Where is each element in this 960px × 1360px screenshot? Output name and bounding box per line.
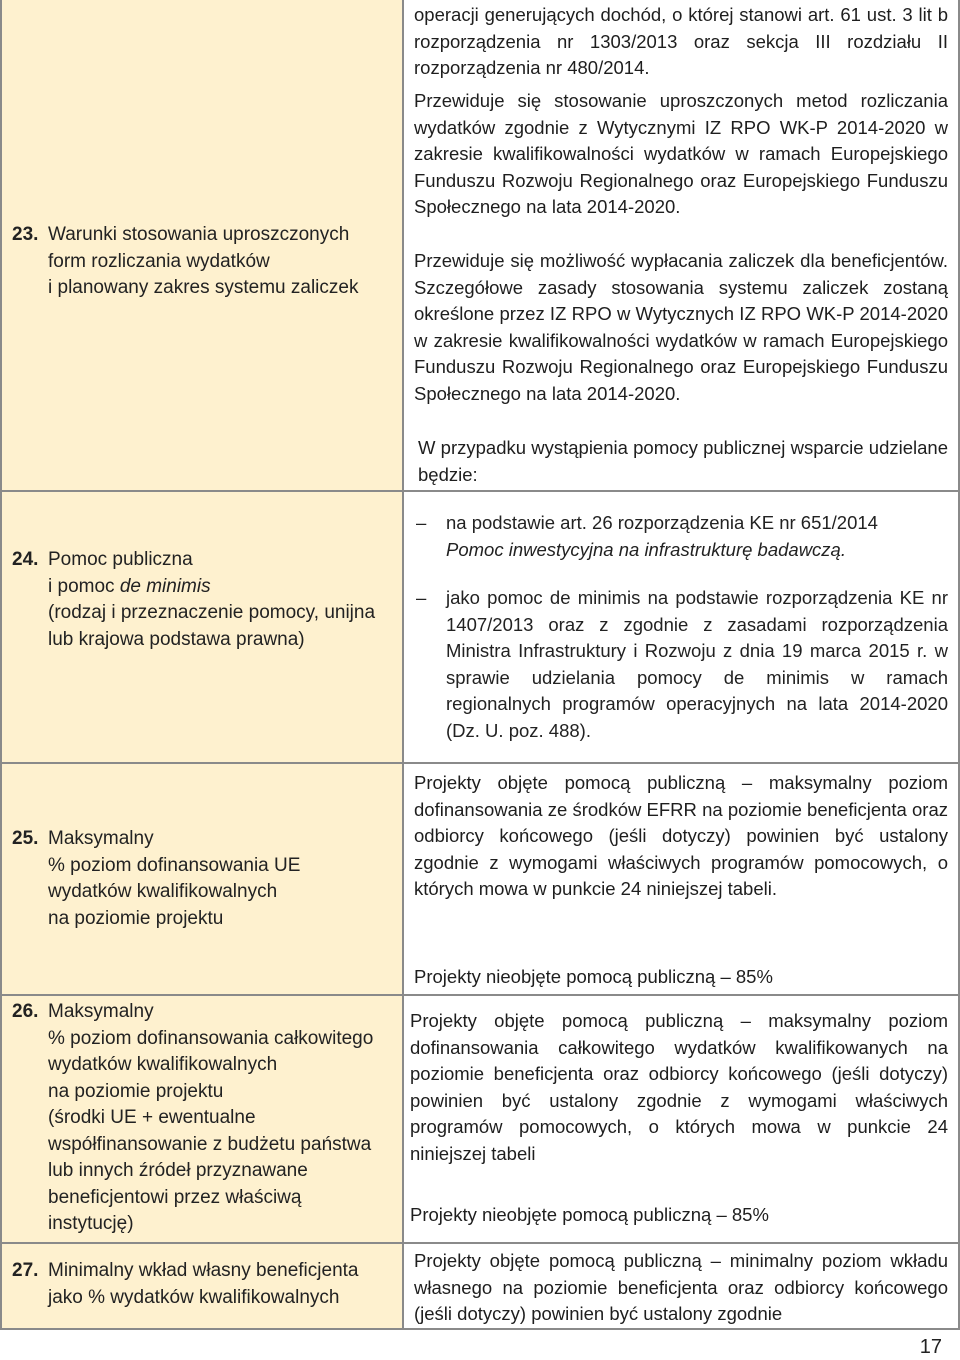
item-text-italic: Pomoc inwestycyjna na infrastrukturę badawczą.	[446, 538, 846, 560]
label-line	[48, 574, 394, 601]
row-number: 25.	[12, 828, 39, 849]
label-26	[12, 999, 394, 1238]
label-cell-27	[2, 1244, 404, 1328]
content-cell-24	[404, 492, 958, 762]
table-row-23	[2, 0, 958, 490]
label-25	[12, 826, 394, 932]
paragraph-continuation: operacji generujących dochód, o której stanowi art. 61 ust. 3 lit b rozporządzenia nr 1303/2013 oraz sekcja III rozdziału II rozporządzenia nr 480/2014.	[414, 4, 948, 78]
page-number: 17	[919, 1336, 942, 1358]
item-text: jako pomoc de minimis na podstawie rozporządzenia KE nr 1407/2013 oraz z zgodnie z zasadami rozporządzenia Ministra Infrastruktury i Rozwoju z dnia 19 marca 2015 r. w sprawie udzielania pomocy de minimis w ramach regionalnych programów operacyjnych na lata 2014-2020 (Dz. U. poz. 488).	[446, 587, 948, 741]
content-cell-27	[404, 1244, 958, 1328]
paragraph-own-contribution: Projekty objęte pomocą publiczną – minimalny poziom wkładu własnego na poziomie beneficjenta oraz odbiorcy końcowego (jeśli dotyczy) powinien być ustalony zgodnie	[414, 1250, 948, 1324]
label-cell-26	[2, 996, 404, 1242]
label-line: instytucję)	[48, 1213, 134, 1234]
label-line: form rozliczania wydatków	[48, 250, 270, 272]
row-number: 27.	[12, 1260, 39, 1281]
label-line: lub innych źródeł przyznawane	[48, 1160, 308, 1181]
paragraph-state-aid-intro: W przypadku wystąpienia pomocy publicznej wsparcie udzielane będzie:	[418, 437, 948, 485]
label-cell-23	[2, 0, 404, 490]
label-cell-24	[2, 492, 404, 762]
label-line: wydatków kwalifikowalnych	[48, 881, 278, 902]
table-left-border	[0, 0, 2, 1330]
paragraph-aid-projects: Projekty objęte pomocą publiczną – maksymalny poziom dofinansowania ze środków EFRR na poziomie beneficjenta oraz odbiorcy końcowego (jeśli dotyczy) powinien być ustalony zgodnie z wymogami właściwych programów pomocowych, o których mowa w punkcie 24 niniejszej tabeli.	[414, 772, 948, 899]
label-line: beneficjentowi przez właściwą	[48, 1186, 302, 1208]
label-line: Minimalny wkład własny beneficjenta	[48, 1260, 359, 1281]
label-line: Maksymalny	[48, 828, 154, 849]
dash-bullet: –	[416, 587, 427, 608]
label-line: i planowany zakres systemu zaliczek	[48, 277, 359, 298]
label-line: (rodzaj i przeznaczenie pomocy, unijna	[48, 602, 376, 623]
label-24	[12, 547, 394, 653]
label-23	[12, 222, 394, 302]
label-line: jako % wydatków kwalifikowalnych	[48, 1286, 340, 1308]
label-line: lub krajowa podstawa prawna)	[48, 628, 305, 650]
label-line: (środki UE + ewentualne	[48, 1107, 256, 1128]
paragraph-non-aid-projects: Projekty nieobjęte pomocą publiczną – 85%	[414, 966, 773, 987]
row-number: 24.	[12, 549, 39, 570]
row-number: 26.	[12, 1001, 39, 1022]
label-line-italic: de minimis	[119, 575, 211, 597]
paragraph-aid-projects: Projekty objęte pomocą publiczną – maksymalny poziom dofinansowania całkowitego wydatków kwalifikowanych na poziomie beneficjenta oraz odbiorcy końcowego (jeśli dotyczy) powinien być ustalony zgodnie z wymogami właściwych programów pomocowych, o których mowa w punkcie 24 niniejszej tabeli	[410, 1010, 948, 1164]
label-line: Maksymalny	[48, 1001, 154, 1022]
paragraph-advances: Przewiduje się możliwość wypłacania zaliczek dla beneficjentów. Szczegółowe zasady stosowania systemu zaliczek zostaną określone przez IZ RPO w Wytycznych IZ RPO WK-P 2014-2020 w zakresie kwalifikowalności wydatków w ramach Europejskiego Funduszu Rozwoju Regionalnego oraz Europejskiego Funduszu Społecznego na lata 2014-2020.	[414, 250, 948, 404]
label-line: współfinansowanie z budżetu państwa	[48, 1133, 372, 1155]
label-line: Pomoc publiczna	[48, 549, 193, 570]
content-cell-23	[404, 0, 958, 490]
label-line: na poziomie projektu	[48, 1080, 224, 1102]
label-27	[12, 1258, 394, 1311]
table-row-27	[2, 1244, 958, 1328]
table-row-26	[2, 996, 958, 1242]
label-cell-25	[2, 764, 404, 994]
label-line: Warunki stosowania uproszczonych	[48, 224, 350, 245]
label-line-pre: i pomoc	[48, 575, 120, 597]
content-cell-26	[404, 996, 958, 1242]
dash-bullet: –	[416, 512, 427, 533]
content-cell-25	[404, 764, 958, 994]
table-row-24	[2, 492, 958, 762]
paragraph-simplified-methods: Przewiduje się stosowanie uproszczonych metod rozliczania wydatków zgodnie z Wytycznymi IZ RPO WK-P 2014-2020 w zakresie kwalifikowalności wydatków w ramach Europejskiego Funduszu Rozwoju Regionalnego oraz Europejskiego Funduszu Społecznego na lata 2014-2020.	[414, 90, 948, 217]
label-line: % poziom dofinansowania całkowitego	[48, 1027, 374, 1049]
list-item-art-26	[416, 510, 948, 563]
item-text: na podstawie art. 26 rozporządzenia KE nr 651/2014	[446, 512, 878, 533]
label-line: % poziom dofinansowania UE	[48, 854, 301, 876]
label-line: na poziomie projektu	[48, 907, 224, 929]
table-bottom-border	[2, 1328, 958, 1330]
label-line: wydatków kwalifikowalnych	[48, 1054, 278, 1075]
table-row-25	[2, 764, 958, 994]
paragraph-non-aid-projects: Projekty nieobjęte pomocą publiczną – 85%	[410, 1204, 769, 1225]
list-item-de-minimis	[416, 585, 948, 744]
row-number: 23.	[12, 224, 39, 245]
